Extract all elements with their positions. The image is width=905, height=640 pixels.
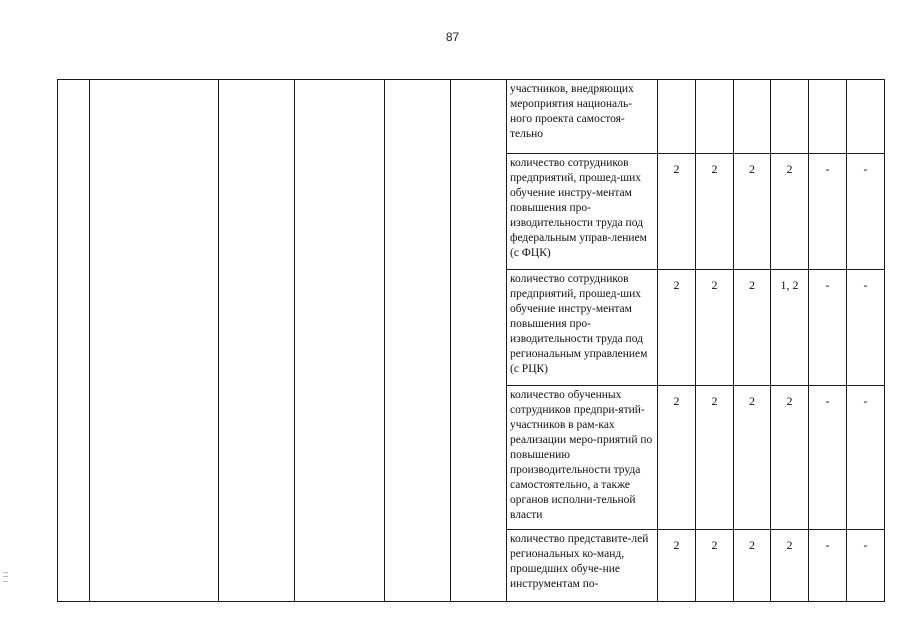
- value-cell: [771, 80, 809, 154]
- value-cell: [847, 80, 885, 154]
- merged-cell-col-5: [385, 80, 451, 602]
- value-cell: -: [847, 154, 885, 270]
- indicator-cell: участников, внедряющих мероприятия националь-ного проекта самостоя-тельно: [507, 80, 658, 154]
- value-cell: [658, 80, 696, 154]
- value-cell: 2: [658, 270, 696, 386]
- merged-cell-col-6: [451, 80, 507, 602]
- table-row: [58, 80, 885, 154]
- value-cell: -: [809, 530, 847, 602]
- document-table: [57, 79, 885, 602]
- indicator-cell: количество представите-лей региональных ко-манд, прошедших обуче-ние инструментам по-: [507, 530, 658, 602]
- value-cell: -: [847, 530, 885, 602]
- value-cell: 2: [696, 270, 734, 386]
- scan-artifact-mark: [3, 572, 8, 582]
- value-cell: 2: [696, 386, 734, 530]
- value-cell: 2: [771, 154, 809, 270]
- value-cell: -: [847, 386, 885, 530]
- value-cell: 2: [696, 530, 734, 602]
- merged-cell-col-2: [90, 80, 219, 602]
- value-cell: [696, 80, 734, 154]
- value-cell: 2: [771, 386, 809, 530]
- value-cell: 1, 2: [771, 270, 809, 386]
- indicator-cell: количество сотрудников предприятий, прошед-ших обучение инстру-ментам повышения про-изводительности труда под региональным управлением (с РЦК): [507, 270, 658, 386]
- value-cell: [809, 80, 847, 154]
- value-cell: 2: [658, 386, 696, 530]
- value-cell: 2: [771, 530, 809, 602]
- indicator-cell: количество обученных сотрудников предпри-ятий-участников в рам-ках реализации меро-приятий по повышению производительности труда самостоятельно, а также органов исполни-тельной власти: [507, 386, 658, 530]
- value-cell: 2: [734, 386, 771, 530]
- value-cell: 2: [658, 154, 696, 270]
- page-number: 87: [445, 30, 460, 44]
- merged-cell-col-3: [219, 80, 295, 602]
- indicator-cell: количество сотрудников предприятий, прошед-ших обучение инстру-ментам повышения про-изводительности труда под федеральным управ-лением (с ФЦК): [507, 154, 658, 270]
- value-cell: -: [809, 270, 847, 386]
- merged-cell-col-4: [295, 80, 385, 602]
- merged-cell-col-1: [58, 80, 90, 602]
- value-cell: 2: [734, 530, 771, 602]
- value-cell: 2: [734, 270, 771, 386]
- value-cell: 2: [734, 154, 771, 270]
- value-cell: -: [809, 386, 847, 530]
- value-cell: 2: [696, 154, 734, 270]
- value-cell: 2: [658, 530, 696, 602]
- value-cell: [734, 80, 771, 154]
- value-cell: -: [847, 270, 885, 386]
- value-cell: -: [809, 154, 847, 270]
